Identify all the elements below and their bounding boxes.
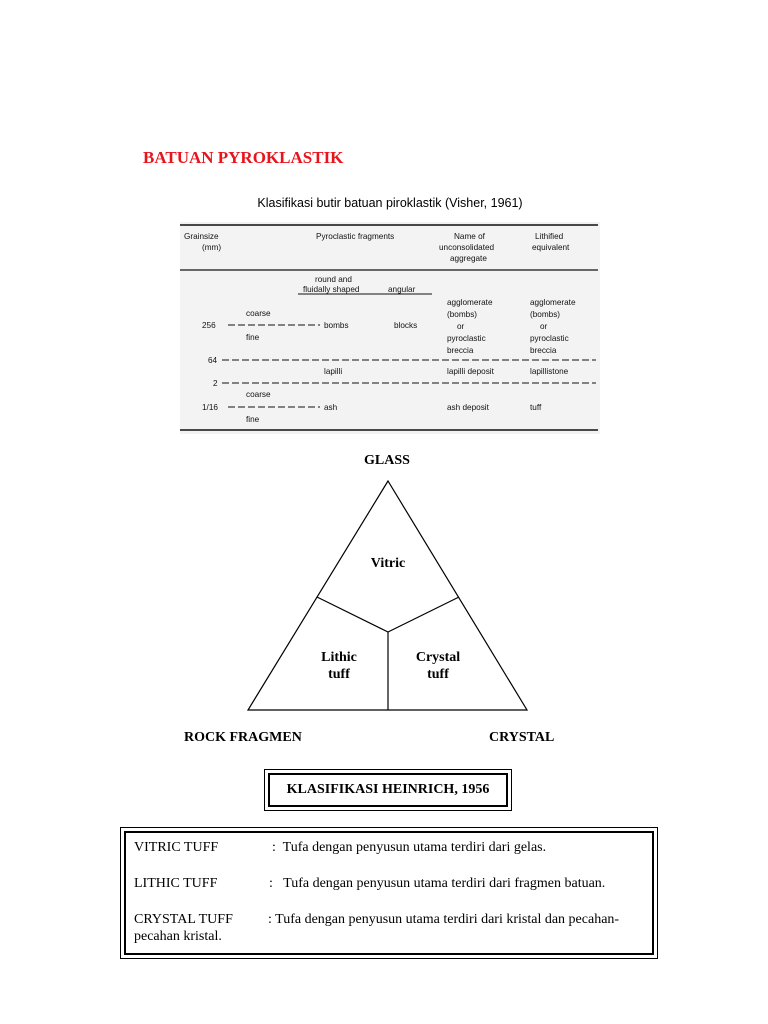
size-64: 64 (208, 356, 218, 365)
header-fragments: Pyroclastic fragments (316, 232, 395, 241)
row-fine-2: fine (246, 415, 260, 424)
row-tuff: tuff (530, 403, 542, 412)
definition-sep: : (268, 912, 272, 927)
definition-row (134, 839, 644, 856)
row-coarse-2: coarse (246, 390, 271, 399)
definitions-box (120, 827, 658, 959)
row-lapillistone: lapillistone (530, 367, 569, 376)
subheader-angular: angular (388, 285, 416, 294)
size-2: 2 (213, 379, 218, 388)
lith-5: breccia (530, 346, 557, 355)
row-bombs: bombs (324, 321, 349, 330)
divider-left (317, 597, 388, 632)
subheader-round-1: round and (315, 275, 352, 284)
size-256: 256 (202, 321, 216, 330)
row-coarse-1: coarse (246, 309, 271, 318)
apex-rock-fragmen-label: ROCK FRAGMEN (184, 730, 302, 745)
definition-sep: : (269, 876, 273, 891)
definition-row (134, 875, 644, 892)
apex-glass-label: GLASS (364, 453, 410, 468)
page-title: BATUAN PYROKLASTIK (143, 148, 344, 167)
grainsize-table-image (180, 222, 600, 434)
row-ash: ash (324, 403, 338, 412)
row-fine-1: fine (246, 333, 260, 342)
divider-right (388, 597, 459, 632)
ternary-diagram (0, 440, 768, 750)
row-lapilli: lapilli (324, 367, 343, 376)
vitric-label: Vitric (370, 556, 406, 571)
header-grainsize: Grainsize (184, 232, 219, 241)
heinrich-title-box (264, 769, 512, 811)
agg-1: agglomerate (447, 298, 493, 307)
row-lapilli-deposit: lapilli deposit (447, 367, 494, 376)
definition-term: LITHIC TUFF (134, 876, 218, 891)
figure-caption: Klasifikasi butir batuan piroklastik (Visher, 1961) (257, 196, 523, 210)
size-1-16: 1/16 (202, 403, 218, 412)
agg-2: (bombs) (447, 310, 478, 319)
definition-text: Tufa dengan penyusun utama terdiri dari kristal dan pecahan-pecahan kristal. (134, 912, 620, 944)
agg-3: or (457, 322, 465, 331)
lith-4: pyroclastic (530, 334, 569, 343)
definition-term: VITRIC TUFF (134, 840, 219, 855)
header-name-2: unconsolidated (439, 243, 495, 252)
row-ash-deposit: ash deposit (447, 403, 489, 412)
lithic-label-2: tuff (328, 667, 350, 682)
agg-5: breccia (447, 346, 474, 355)
header-lith-1: Lithified (535, 232, 564, 241)
agg-4: pyroclastic (447, 334, 486, 343)
lith-1: agglomerate (530, 298, 576, 307)
lith-2: (bombs) (530, 310, 561, 319)
lithic-label-1: Lithic (321, 650, 357, 665)
header-name-3: aggregate (450, 254, 487, 263)
definition-text: Tufa dengan penyusun utama terdiri dari fragmen batuan. (283, 876, 606, 891)
heinrich-title: KLASIFIKASI HEINRICH, 1956 (268, 773, 508, 807)
crystal-label-1: Crystal (415, 650, 461, 665)
lith-3: or (540, 322, 548, 331)
subheader-round-2: fluidally shaped (303, 285, 360, 294)
header-grainsize-unit: (mm) (202, 243, 222, 252)
header-lith-2: equivalent (532, 243, 570, 252)
definition-term: CRYSTAL TUFF (134, 912, 233, 927)
definition-row (134, 911, 644, 945)
definition-sep: : (272, 840, 276, 855)
header-name-1: Name of (454, 232, 485, 241)
apex-crystal-label: CRYSTAL (489, 730, 555, 745)
crystal-label-2: tuff (427, 667, 449, 682)
grainsize-table (180, 222, 600, 434)
row-blocks: blocks (394, 321, 418, 330)
definition-text: Tufa dengan penyusun utama terdiri dari gelas. (282, 840, 547, 855)
